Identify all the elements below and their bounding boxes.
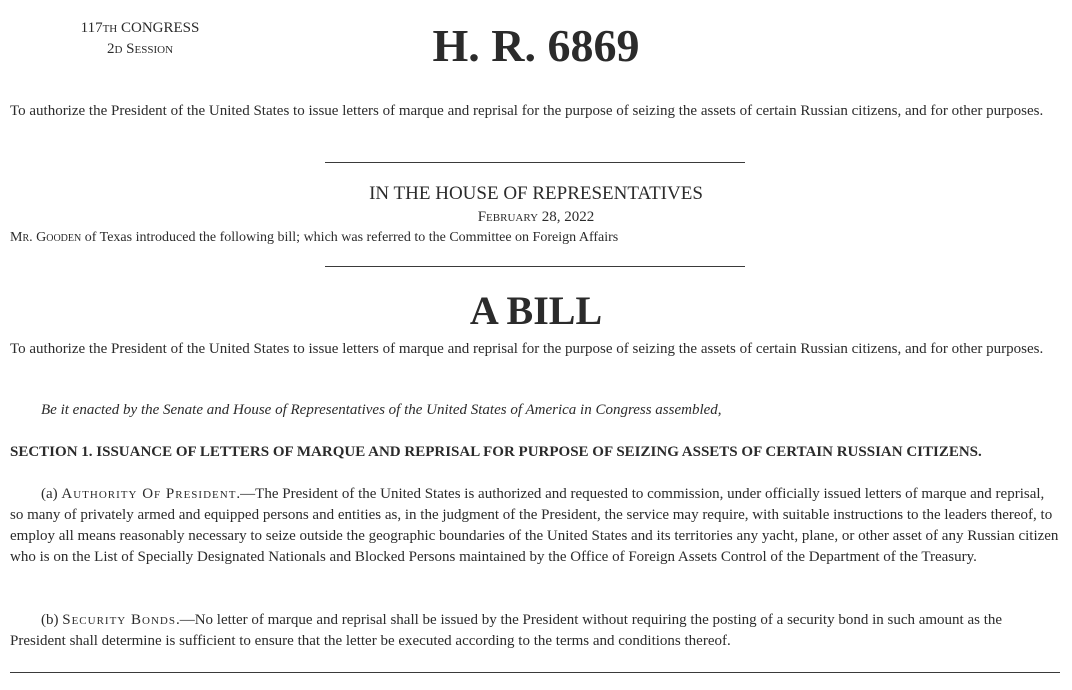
subsection-b bbox=[10, 610, 1060, 652]
session-ordinal: d bbox=[114, 41, 123, 57]
divider-top bbox=[325, 162, 745, 163]
session-number: 2 bbox=[106, 41, 115, 57]
title-text: To authorize the President of the United States to issue letters of marque and reprisal for the purpose of seizing the assets of certain Russian citizens, and for other purposes. bbox=[10, 103, 1044, 119]
introduction-statement bbox=[10, 228, 1060, 248]
introduction-text: of Texas introduced the following bill; which was referred to the Committee on Foreign Affairs bbox=[81, 230, 619, 245]
a-bill-heading: A BILL bbox=[469, 288, 603, 333]
bill-number: H. R. 6869 bbox=[432, 20, 640, 71]
enacting-clause: Be it enacted by the Senate and House of Representatives of the United States of America in Congress assembled, bbox=[41, 402, 722, 418]
divider-middle bbox=[325, 266, 745, 267]
sponsor-name: Mr. Gooden bbox=[10, 230, 82, 245]
congress-word: CONGRESS bbox=[121, 20, 200, 36]
subsection-a-label: (a) bbox=[41, 486, 62, 502]
bill-purpose: To authorize the President of the United States to issue letters of marque and reprisal for the purpose of seizing the assets of certain Russian citizens, and for other purposes. bbox=[10, 341, 1044, 357]
introduction-date: February 28, 2022 bbox=[477, 209, 595, 225]
subsection-a-text: .—The President of the United States is authorized and requested to commission, under officially issued letters of marque and reprisal, so many of privately armed and equipped persons and entities as, in the judgment of the President, the service may require, with suitable instructions to the leaders thereof, to employ all means reasonably necessary to seize outside the geographic boundaries of the United States and its territories any yacht, plane, or other asset of any Russian citizen who is on the List of Specially Designated Nationals and Blocked Persons maintained by the Office of Foreign Assets Control of the Department of the Treasury. bbox=[10, 486, 1059, 565]
congress-number: 117 bbox=[80, 20, 103, 36]
congress-ordinal: th bbox=[102, 20, 118, 36]
subsection-b-heading: Security Bonds bbox=[62, 612, 176, 628]
subsection-a-heading: Authority Of President bbox=[61, 486, 237, 502]
divider-bottom bbox=[10, 672, 1060, 673]
chamber-heading: IN THE HOUSE OF REPRESENTATIVES bbox=[369, 183, 703, 204]
subsection-b-label: (b) bbox=[41, 612, 63, 628]
session-word: Session bbox=[126, 41, 174, 57]
subsection-b-text: .—No letter of marque and reprisal shall be issued by the President without requiring the posting of a security bond in such amount as the President shall determine is sufficient to ensure that the letter be executed according to the terms and conditions thereof. bbox=[10, 612, 1003, 649]
subsection-a bbox=[10, 484, 1060, 568]
section-1-heading: SECTION 1. ISSUANCE OF LETTERS OF MARQUE AND REPRISAL FOR PURPOSE OF SEIZING ASSETS OF CERTAIN RUSSIAN CITIZENS. bbox=[10, 444, 982, 460]
